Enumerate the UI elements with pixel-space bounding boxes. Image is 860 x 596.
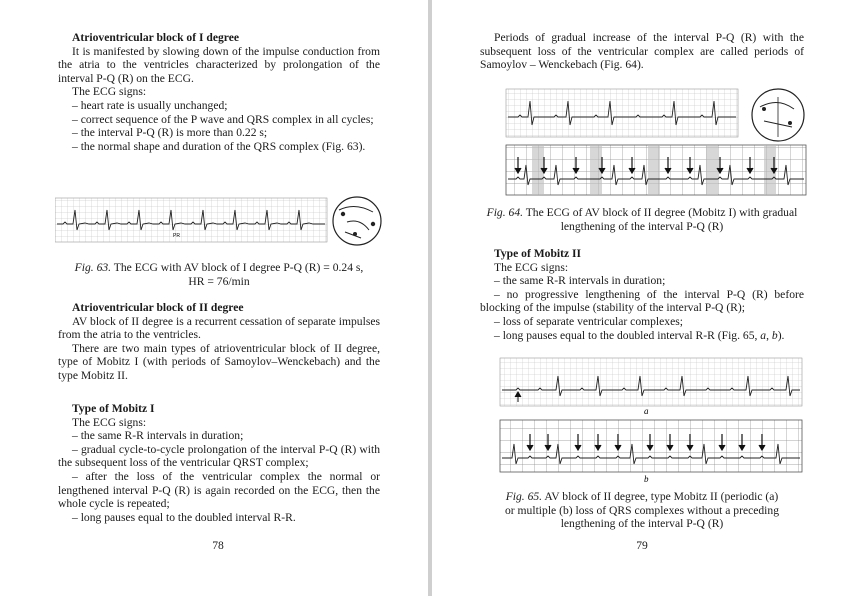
section-heading: Type of Mobitz I xyxy=(72,402,155,415)
section-mobitz-1 xyxy=(58,402,380,524)
list-item: – long pauses equal to the doubled interval R-R. xyxy=(72,510,296,524)
list-item: – the normal shape and duration of the QRS complex (Fig. 63). xyxy=(72,139,366,153)
figure-label: Fig. 63. xyxy=(74,261,112,274)
caption-text: or multiple (b) loss of QRS complexes without a preceding xyxy=(504,503,779,517)
intro-text xyxy=(480,31,804,72)
caption-text: lengthening of the interval P-Q (R) xyxy=(560,517,724,531)
caption-text: lengthening of the interval P-Q (R) xyxy=(560,219,724,233)
list-item: – the same R-R intervals in duration; xyxy=(72,429,244,443)
ecg-strips-65 xyxy=(498,356,808,486)
section-mobitz-2 xyxy=(480,247,804,342)
signs-title: The ECG signs: xyxy=(494,260,569,274)
list-ref-b: b xyxy=(771,328,778,342)
paragraph: It is manifested by slowing down of the impulse conduction from the atria to the ventricles characterized by prolongation of the interval P-Q (R) on the ECG. xyxy=(58,44,380,85)
heart-diagram-icon xyxy=(333,197,381,245)
list-item: – after the loss of the ventricular complex the normal or lengthened interval P-Q (R) is again recorded on the ECG, then the whole cycle is repeated; xyxy=(58,469,380,511)
page-number: 79 xyxy=(636,539,648,552)
list-item: – loss of separate ventricular complexes; xyxy=(494,314,683,328)
figure-label: Fig. 65. xyxy=(505,490,543,503)
list-item: – heart rate is usually unchanged; xyxy=(72,98,228,112)
heart-diagram-icon xyxy=(752,89,804,141)
list-item: – gradual cycle-to-cycle prolongation of the interval P-Q (R) with the subsequent loss of the ventricular QRST complex; xyxy=(58,442,380,470)
ecg-figure-64 xyxy=(502,87,812,199)
section-av-block-2 xyxy=(58,301,380,383)
ecg-figure-65 xyxy=(498,356,808,486)
section-heading: Atrioventricular block of II degree xyxy=(72,301,244,314)
caption-text: AV block of II degree, type Mobitz II (periodic (a) xyxy=(544,490,779,503)
panel-label-a: a xyxy=(644,406,649,416)
figure-label: Fig. 64. xyxy=(486,206,524,219)
figure-caption-64 xyxy=(480,206,804,233)
panel-label-b: b xyxy=(644,474,649,484)
list-text: ). xyxy=(777,328,785,342)
paragraph: Periods of gradual increase of the interval P-Q (R) with the subsequent loss of the ventricular complex are called periods of Samoylov – Wenckebach (Fig. 64). xyxy=(480,31,804,72)
list-item: – correct sequence of the P wave and QRS complex in all cycles; xyxy=(72,112,374,126)
ecg-figure-63 xyxy=(55,188,385,250)
list-ref-a: a xyxy=(760,328,767,342)
list-item: – the same R-R intervals in duration; xyxy=(494,274,666,288)
section-heading: Atrioventricular block of I degree xyxy=(72,31,240,44)
list-text: – long pauses equal to the doubled interval R-R (Fig. 65, xyxy=(494,328,761,342)
page-number: 78 xyxy=(212,539,224,552)
right-page xyxy=(432,0,860,596)
strip-label: PR xyxy=(173,233,180,239)
figure-caption-63 xyxy=(58,261,380,288)
list-item: – the interval P-Q (R) is more than 0.22 s; xyxy=(72,126,268,140)
list-item xyxy=(480,329,804,343)
paragraph: There are two main types of atrioventricular block of II degree, type of Mobitz I (with periods of Samoylov–Wenckebach) and the type Mobitz II. xyxy=(58,341,380,382)
left-page xyxy=(0,0,428,596)
figure-caption-65 xyxy=(480,490,804,531)
caption-text: The ECG of AV block of II degree (Mobitz I) with gradual xyxy=(525,206,798,219)
paragraph: AV block of II degree is a recurrent cessation of separate impulses from the atria to the ventricles. xyxy=(58,314,380,342)
caption-text: HR = 76/min xyxy=(188,274,250,288)
section-heading: Type of Mobitz II xyxy=(494,247,582,260)
caption-text: The ECG with AV block of I degree P-Q (R) = 0.24 s, xyxy=(113,261,364,274)
ecg-strip-63 xyxy=(55,188,385,250)
list-item: – no progressive lengthening of the interval P-Q (R) before blocking of the impulse (stability of the interval P-Q (R); xyxy=(480,287,804,315)
ecg-strips-64 xyxy=(502,87,812,199)
section-av-block-1 xyxy=(58,31,380,153)
list-text: , xyxy=(766,328,772,342)
signs-title: The ECG signs: xyxy=(72,85,147,99)
signs-title: The ECG signs: xyxy=(72,415,147,429)
